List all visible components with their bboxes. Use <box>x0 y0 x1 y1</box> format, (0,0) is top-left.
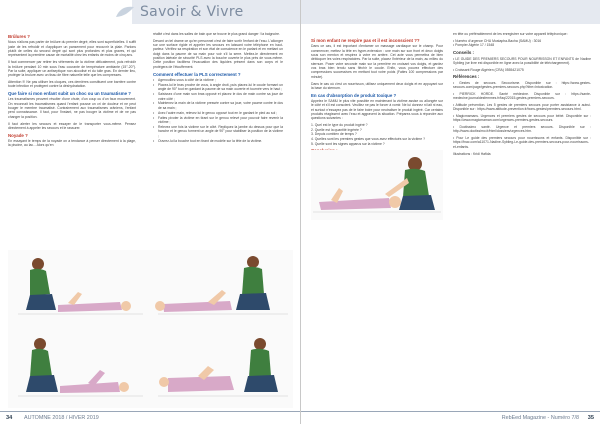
paragraph: Appelez le SAMU le plus vite possible en maintenant la victime assise ou allongée sur le côté et s'il est conscient. Veuillez ne pas le forcer à vomir. Ne lui donnez ni lait ni eau, et surtout n'essayez pas de le faire boire pour neutraliser le produit ingéré. Car certains produits réagissent avec l'eau et aggravent la situation. Préparez-vous à répondre aux questions suivantes : <box>311 99 443 121</box>
paragraph: • Croissant Rouge Algérien (CRA) 0555421075 <box>453 67 524 72</box>
paragraph: Il faut commencer par retirer les vêtements de la victime délicatement, puis refroidir la brûlure pendant 10 min sous l'eau courante de température ambiante (15°-20°). Par la suite, appliquer un antiseptique non alcoolisé et du tulle gras. En dernier lieu, protéger la brulure avec un tissu de fibre naturelle telle que les compresses. <box>8 60 136 78</box>
questions-list <box>311 123 443 146</box>
list-item: • Avec l'autre main, relevez lui le genou opposé tout en le gardant le pied au sol ; <box>153 111 283 115</box>
paragraph: Nous n'allons pas parler de brûlure du premier degré, elles sont superficielles. Il suffit juste de les refroidir et d'appliquer un pansement pour recouvrir la plaie. Parlons plutôt de celles du second degré qui sont plus profondes et plus graves, et qui représentent la première cause de mortalité chez les enfants de moins de cinq ans. <box>8 40 136 58</box>
article-column-2 <box>153 32 283 145</box>
rescuer-figure <box>26 258 56 310</box>
list-item: 2. Quelle est la quantité ingérée ? <box>311 127 362 132</box>
paragraph: En essayant le temps de la noyade on a tendance à penser directement à la plage, la piscine, au lac... Alors qu'en <box>8 139 136 148</box>
list-item: • Maintenez la main de la victime pressée contre sa joue, votre paume contre le dos de sa main ; <box>153 101 283 110</box>
child-figure <box>319 188 401 210</box>
issue-label: RebEed Magazine - Numéro 7/8 <box>501 415 579 422</box>
section-title: Savoir & Vivre <box>140 4 244 20</box>
pls-steps-list <box>153 78 283 143</box>
reference-item: • Attitude prévention. Les 5 gestes de premiers secours pour porter assistance à autrui. Disponible sur : https://www.attitude-prevention.fr/bons-gestes/premiers-secours.html. <box>453 102 591 112</box>
reference-item: • Doctissimo santé. Urgence et premiers secours. Disponible sur : http://www.doctissimo.fr/html/dossiers/urgences.htm. <box>453 125 591 134</box>
heading-choc: Que faire si mon enfant subit un choc ou un traumatisme ? <box>8 91 131 97</box>
reference-item: • PIERRICK HORDE. Santé médecine. Disponible sur : https://sante-medecine.journaldesfemmes.fr/faq/22015-gestes-premiers-secours. <box>453 91 591 101</box>
header-bar <box>301 0 600 24</box>
heading-inconscient: Si mon enfant ne respire pas et il est inconscient ?? <box>311 38 420 43</box>
paragraph: Dans ce cas, il est important d'entamer un massage cardiaque sur le champ. Pour commencer, mettez la tête en hyper-extension : une main sur son front et deux doigts sous son menton et respirez à votre en arrière. Cet acte vous permettra de bien débloquer les voies respiratoires. Par la suite, placez l'intérieur de la main, au milieu du sternum. Poser votre seconde main sur la première en croisant vos doigts, et gardez vos bras bien tendu sans fléchir le coude. Enfin, vous pouvez effectuer des compressions successives en mettant tout votre poids (Faites 100 compressions par minute). <box>311 44 443 79</box>
heading-pls: Comment effectuer la PLS correctement ? <box>153 71 241 77</box>
list-item: • Numéro d'urgence CHU Mustapha-Bacha (SAMU) : 3016 <box>453 38 542 43</box>
heading-toxique: En cas d'absorption de produit toxique ? <box>311 92 397 98</box>
rescuer-figure <box>236 256 270 310</box>
list-item: 5. Quelle sont les signes apparus sur la victime ? <box>311 141 385 146</box>
article-column-4 <box>453 32 591 158</box>
paragraph: Les traumatismes peuvent résulter d'une chute, d'un coup ou d'un faux mouvement. On reconnait les traumatismes quand l'enfant pousse un cri de douleur et ne peut bouger le membre traumatisé. Contrairement aux traumatismes crâniens, l'enfant perd connaissance. Il faut, pour l'instant, ne pas bouger la victime et de ne pas changer la position. <box>8 97 136 119</box>
paragraph: • LE GUIDE DES PREMIERS SECOURS POUR NOURRISSON ET ENFANTS de Nadine Sybileg (se livre est disponible en ligne avec la possibilité de téléchargement). <box>453 56 591 65</box>
page-footer <box>301 411 600 424</box>
list-item: • Relevez une fois la victime sur le côté. Repliquez la jambe du dessus pour que la hanche et le genou forment un angle de 90° pour stabiliser la position de la victime ; <box>153 125 283 138</box>
list-item: 3. Depuis combien de temps ? <box>311 132 357 137</box>
reference-item: • Magicmamans. Urgences et premiers gestes de secours pour bébé. Disponible sur : https://www.magicmaman.com/urgences-premiers-gestes-secours. <box>453 113 591 123</box>
child-figure <box>155 290 232 312</box>
child-figure <box>159 366 234 392</box>
list-item: • Ouvrez-lui la bouche tout en tirant de modèle sur la tête de la victime. <box>153 139 283 143</box>
paragraph: Attention !!! Ne pas utiliser les cloques, ces dernières constituent une barrière contre toute infection et protégent contre la déshydratation. <box>8 79 136 89</box>
paragraph: Il faut alerter les secours et essayer de le transporter vous-même. Pensez directement à appeler les secours et le rassurer. <box>8 121 136 130</box>
cpr-illustration <box>311 150 443 220</box>
cpr-drawing <box>311 150 443 220</box>
list-item: • Placez-lui le bras proche de vous, à angle droit, puis placez-lui le coude formant un angle de 90° tout en gardant la paume de sa main ouverte et tournée vers le haut ; <box>153 83 283 92</box>
list-item: • Pompier Algérie 17 / 1548 <box>453 43 495 48</box>
heading-references: Références : <box>453 74 480 80</box>
heading-conseils: Conseils : <box>453 50 474 56</box>
issue-label: AUTOMNE 2018 / HIVER 2019 <box>24 415 99 422</box>
illustrations-credit: Illustrations : Kridi Hafida <box>453 151 491 156</box>
pls-steps-drawing <box>8 250 293 408</box>
paragraph: réalité c'est dans les salles de bain que se trouve le plus grand danger ! la baignoire. <box>153 32 280 36</box>
list-item: • Saisissez d'une main son bras opposé et placez le dos de main contre sa joue de votre côté ; <box>153 92 283 101</box>
heading-brulures: Brûlures ? <box>8 34 30 39</box>
pls-illustration <box>8 250 293 408</box>
reference-item: • Gestes de secours. Secourisme. Disponible sur : https://www.gestes-secours.com/page/gestes-premiers-secours.php?titre=Intoxication. <box>453 80 591 90</box>
child-figure <box>60 370 129 393</box>
child-figure <box>58 292 131 312</box>
list-item: 4. Quelles sont les premiers gestes que vous avez effectués sur la victime ? <box>311 137 425 142</box>
rescuer-figure <box>26 338 58 392</box>
paragraph: Devant un tel drame ce qu'en personnel c'est de faire sortir l'enfant de l'eau. L'allonger sur une surface rigide et appeler les secours en laissant votre téléphone en haut-parleur. Vérifiez sa respiration et son état de conscience en le parlant et en mettant un doigt dans la paume de sa main pour voir s'il la serre. Mettez-le directement en position latérale de sécurité PLS avec la bouche ouverte le plus près de vous-même. Cette position facilitera l'évacuation des liquides présent dans son corps et le protégera de l'étouffement. <box>153 38 283 69</box>
list-item: 1. Quel est le type du produit ingéré ? <box>311 123 368 128</box>
article-column-1 <box>8 32 136 150</box>
rescuer-figure <box>244 338 278 392</box>
reference-item: • Pour Le guide des premiers secours pour nourrissons et enfants. Disponible sur : https://fnac.com/a11071-Nadine-Sybileg-Le-guide-des-premiers-secours-pour-nourrissons-et-enfants. <box>453 136 591 149</box>
emergency-numbers-list <box>453 39 591 48</box>
page-number: 35 <box>587 415 594 421</box>
leaf-icon <box>114 5 136 19</box>
paragraph: en tête ou préférablement de les enregistrer sur votre appareil téléphonique : <box>453 32 569 36</box>
heading-noyade: Noyade ? <box>8 132 28 138</box>
paragraph: Dans le cas où c'est un nourrisson, utilisez uniquement deux doigts et en appuyant sur la base du sternum. <box>311 81 443 90</box>
list-item: • Faites pivoter la victime en tirant sur le genou relevé pour pouvoir faire revenir la victime ; <box>153 116 283 125</box>
page-number: 34 <box>6 415 13 421</box>
page-footer <box>0 411 300 424</box>
list-item: • Agenouillez-vous à côté de la victime ; <box>153 78 283 82</box>
right-page <box>300 0 600 424</box>
